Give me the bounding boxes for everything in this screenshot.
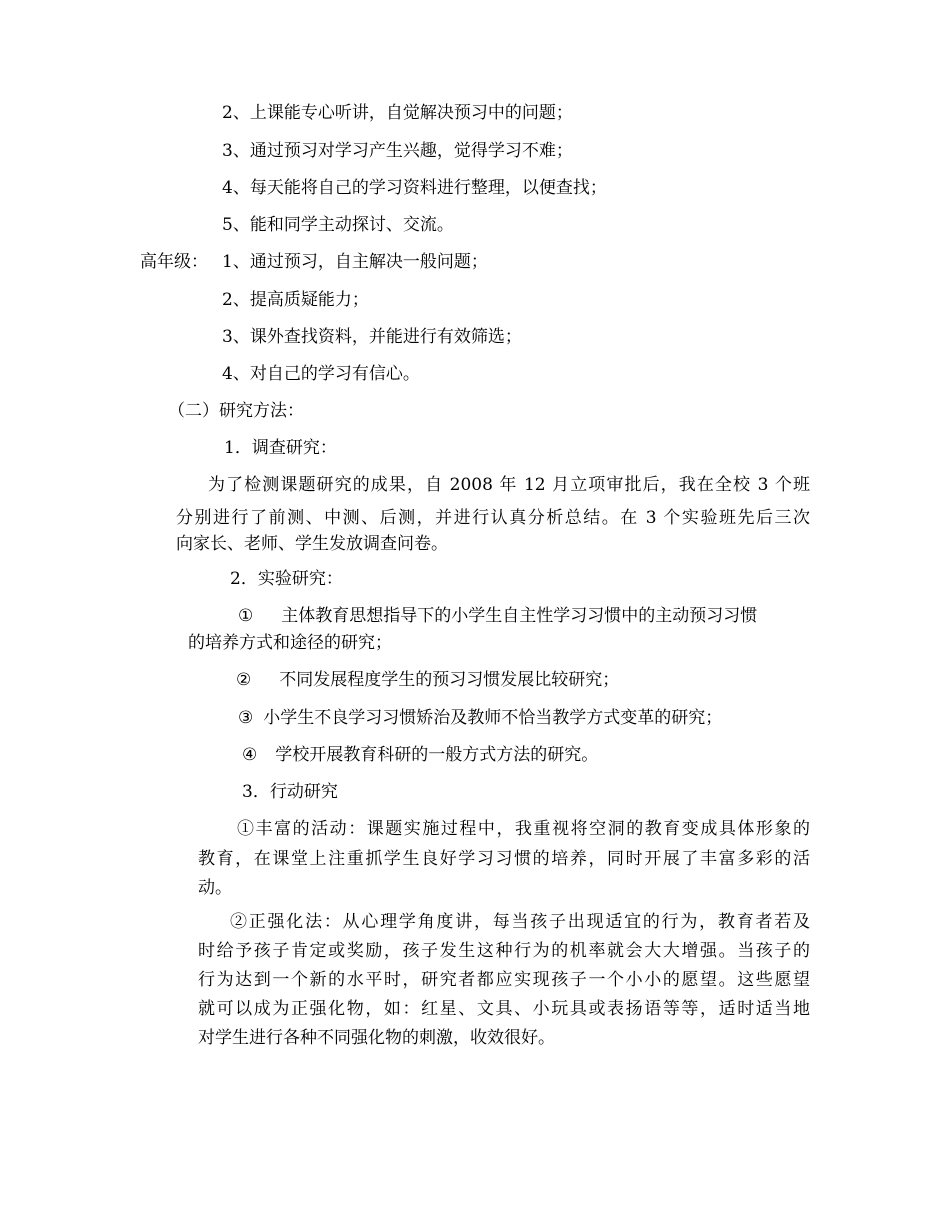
action-para-2-line-1: ②正强化法：从心理学角度讲，每当孩子出现适宜的行为，教育者若及 <box>230 912 810 932</box>
experiment-item-2-marker: ② <box>236 670 252 690</box>
middle-grade-item-2: 2、上课能专心听讲，自觉解决预习中的问题； <box>222 103 573 123</box>
high-grade-item-4: 4、对自己的学习有信心。 <box>222 364 420 384</box>
action-para-2-line-4: 就可以成为正强化物，如：红星、文具、小玩具或表扬语等等，适时适当地 <box>198 999 810 1019</box>
experiment-item-1-marker: ① <box>238 606 254 626</box>
action-para-2-line-5: 对学生进行各种不同强化物的刺激，收效很好。 <box>198 1028 555 1048</box>
experiment-heading: 2．实验研究： <box>230 569 343 589</box>
action-heading: 3．行动研究 <box>242 782 338 802</box>
experiment-item-4-marker: ④ <box>242 745 258 765</box>
middle-grade-item-3: 3、通过预习对学习产生兴趣，觉得学习不难； <box>222 141 573 161</box>
experiment-item-3-marker: ③ <box>238 708 254 728</box>
middle-grade-item-5: 5、能和同学主动探讨、交流。 <box>222 215 454 235</box>
survey-heading: 1．调查研究： <box>224 438 337 458</box>
high-grade-item-1: 1、通过预习，自主解决一般问题； <box>222 252 488 272</box>
high-grade-item-2: 2、提高质疑能力； <box>222 290 369 310</box>
experiment-item-2-text: 不同发展程度学生的预习习惯发展比较研究； <box>279 670 620 690</box>
survey-line-2: 分别进行了前测、中测、后测，并进行认真分析总结。在 3 个实验班先后三次 <box>176 508 810 528</box>
action-para-2-line-2: 时给予孩子肯定或奖励，孩子发生这种行为的机率就会大大增强。当孩子的 <box>198 941 810 961</box>
experiment-item-1 <box>238 605 757 627</box>
experiment-item-3-text: 小学生不良学习习惯矫治及教师不恰当教学方式变革的研究； <box>263 708 723 728</box>
methods-heading: （二）研究方法： <box>168 401 304 421</box>
experiment-item-2 <box>236 669 619 691</box>
action-para-2-line-3: 行为达到一个新的水平时，研究者都应实现孩子一个小小的愿望。这些愿望 <box>198 970 810 990</box>
high-grade-item-3: 3、课外查找资料，并能进行有效筛选； <box>222 327 522 347</box>
survey-line-1: 为了检测课题研究的成果，自 2008 年 12 月立项审批后，我在全校 3 个班 <box>208 475 810 495</box>
action-para-1-line-3: 动。 <box>198 878 232 898</box>
experiment-item-4-text: 学校开展教育科研的一般方式方法的研究。 <box>275 745 599 765</box>
experiment-item-3 <box>238 707 722 729</box>
experiment-item-4 <box>242 744 598 766</box>
experiment-item-1-text: 主体教育思想指导下的小学生自主性学习习惯中的主动预习习惯 <box>281 606 758 626</box>
action-para-1-line-1: ①丰富的活动：课题实施过程中，我重视将空洞的教育变成具体形象的 <box>237 819 810 839</box>
action-para-1-line-2: 教育，在课堂上注重抓学生良好学习习惯的培养，同时开展了丰富多彩的活 <box>198 849 810 869</box>
high-grade-label: 高年级： <box>140 252 208 272</box>
experiment-item-1-continuation: 的培养方式和途径的研究； <box>188 633 392 653</box>
middle-grade-item-4: 4、每天能将自己的学习资料进行整理，以便查找； <box>222 178 607 198</box>
survey-line-3: 向家长、老师、学生发放调查问卷。 <box>176 534 448 554</box>
